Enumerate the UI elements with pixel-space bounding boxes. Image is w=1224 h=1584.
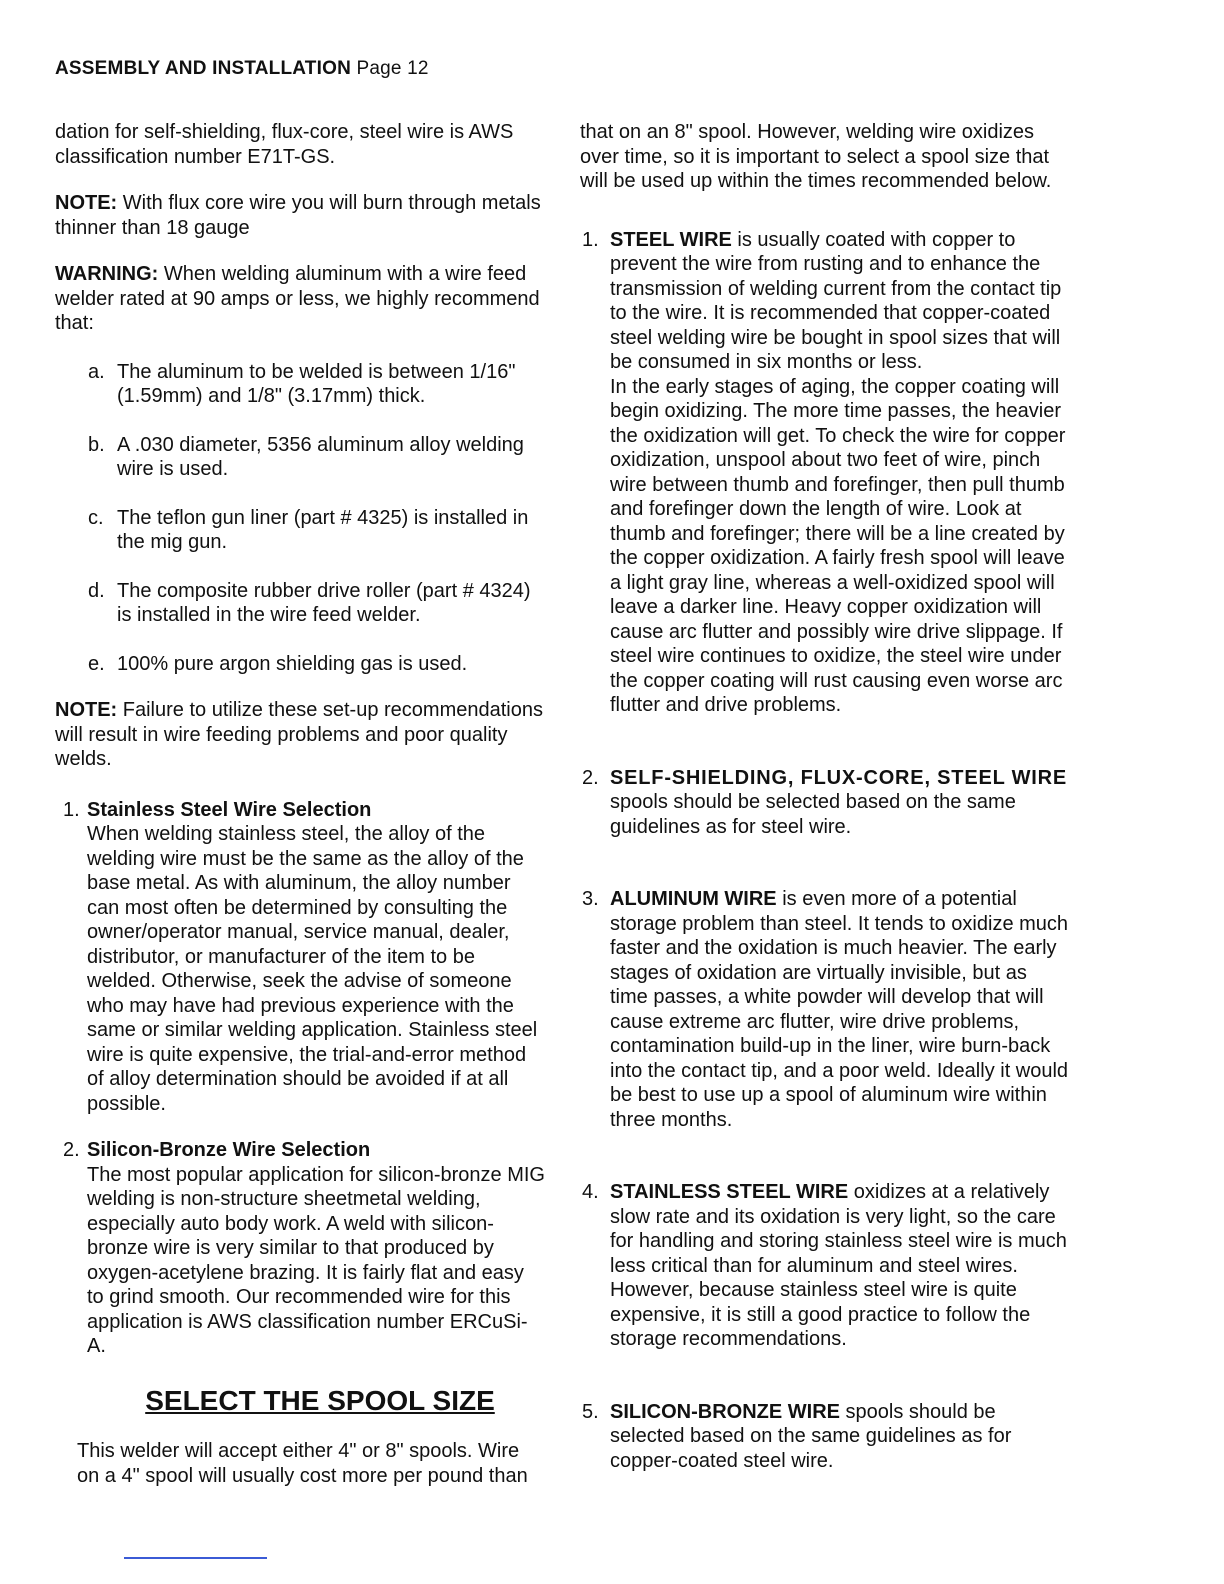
list-item-text: A .030 diameter, 5356 aluminum alloy welding wire is used.	[117, 433, 524, 480]
list-item	[55, 433, 545, 482]
section-title: SELECT THE SPOOL SIZE	[145, 1384, 495, 1416]
list-marker: c.	[88, 506, 104, 529]
list-item-text: The teflon gun liner (part # 4325) is installed in the mig gun.	[117, 506, 529, 553]
intro-paragraph: that on an 8" spool. However, welding wire oxidizes over time, so it is important to select a spool size that will be used up within the times recommended below.	[580, 121, 1052, 192]
footer-rule	[124, 1557, 267, 1559]
selection-title: Stainless Steel Wire Selection	[87, 798, 372, 821]
item-title: SILICON-BRONZE WIRE	[610, 1400, 840, 1423]
warning-text: When welding aluminum with a wire feed welder rated at 90 amps or less, we highly recommend that:	[55, 263, 540, 334]
selection-title: Silicon-Bronze Wire Selection	[87, 1139, 371, 1161]
list-marker: a.	[88, 360, 105, 383]
selection-text: When welding stainless steel, the alloy of the welding wire must be the same as the alloy of the base metal. As with aluminum, the alloy number can most often be determined by consulting the owner/operator manual, service manual, dealer, distributor, or manufacturer of the item to be welded. Otherwise, seek the advise of someone who may have had previous experience with the same or similar welding application. Stainless steel wire is quite expensive, the trial-and-error method of alloy determination should be avoided if at all possible.	[87, 823, 538, 1115]
item-title: ALUMINUM WIRE	[610, 888, 777, 910]
list-marker: 1.	[63, 798, 80, 821]
list-item	[55, 579, 545, 628]
section-heading: ASSEMBLY AND INSTALLATION	[55, 58, 351, 79]
list-item	[580, 887, 1070, 1132]
list-item	[580, 766, 1070, 840]
item-text: is even more of a potential storage problem than steel. It tends to oxidize much faster and the oxidation is much heavier. The early stages of oxidation are virtually invisible, but as time passes, a white powder will develop that will cause extreme arc flutter, wire drive problems, contamination build-up in the liner, wire burn-back into the contact tip, and a poor weld. Ideally it would be best to use up a spool of aluminum wire within three months.	[610, 888, 1069, 1131]
selection-text: The most popular application for silicon-bronze MIG welding is non-structure sheetmetal welding, especially auto body work. A weld with silicon-bronze wire is very similar to that produced by oxygen-acetylene brazing. It is fairly flat and easy to grind smooth. Our recommended wire for this application is AWS classification number ERCuSi-A.	[87, 1163, 545, 1357]
list-item-text: 100% pure argon shielding gas is used.	[117, 652, 468, 675]
item-title: STEEL WIRE	[610, 228, 732, 251]
list-marker: e.	[88, 652, 105, 675]
note-text: Failure to utilize these set-up recommendations will result in wire feeding problems and poor quality welds.	[55, 699, 543, 770]
warning-label: WARNING:	[55, 263, 159, 285]
list-item	[55, 652, 545, 677]
note-label: NOTE:	[55, 699, 118, 721]
note-label: NOTE:	[55, 192, 118, 214]
list-item	[580, 1180, 1070, 1352]
list-marker: 2.	[63, 1139, 80, 1161]
spool-paragraph: This welder will accept either 4" or 8" spools. Wire on a 4" spool will usually cost more per pound than	[77, 1440, 528, 1487]
list-item-text: The aluminum to be welded is between 1/16" (1.59mm) and 1/8" (3.17mm) thick.	[117, 360, 516, 407]
list-marker: 1.	[582, 228, 599, 251]
selection-item	[55, 798, 545, 1117]
item-text: is usually coated with copper to prevent the wire from rusting and to enhance the transmission of welding current from the contact tip to the wire. It is recommended that copper-coated steel welding wire be bought in spool sizes that will be consumed in six months or less.	[610, 228, 1062, 373]
list-marker: 5.	[582, 1400, 599, 1423]
page-number: Page 12	[356, 58, 429, 79]
list-marker: 3.	[582, 888, 599, 910]
selection-item	[55, 1138, 545, 1359]
item-text: oxidizes at a relatively slow rate and its oxidation is very light, so the care for handling and storing stainless steel wire is much less critical than for aluminum and steel wires. However, because stainless steel wire is quite expensive, it is still a good practice to follow the storage recommendations.	[610, 1181, 1067, 1350]
item-text: spools should be selected based on the same guidelines as for copper-coated steel wire.	[610, 1400, 1012, 1472]
list-item	[580, 1400, 1070, 1474]
page-header	[55, 58, 429, 80]
note-paragraph	[55, 698, 545, 772]
left-column	[55, 120, 545, 1488]
note-paragraph	[55, 191, 545, 240]
item-title: STAINLESS STEEL WIRE	[610, 1181, 849, 1203]
right-column	[580, 120, 1070, 1473]
item-text-continued: In the early stages of aging, the copper coating will begin oxidizing. The more time passes, the heavier the oxidization will get. To check the wire for copper oxidization, unspool about two feet of wire, pinch wire between thumb and forefinger, then pull thumb and forefinger down the length of wire. Look at thumb and forefinger; there will be a line created by the copper oxidization. A fairly fresh spool will leave a light gray line, whereas a well-oxidized spool will leave a darker line. Heavy copper oxidization will cause arc flutter and possibly wire drive slippage. If steel wire continues to oxidize, the steel wire under the copper coating will rust causing even worse arc flutter and drive problems.	[610, 375, 1066, 716]
list-marker: 2.	[582, 766, 599, 789]
item-text: spools should be selected based on the same guidelines as for steel wire.	[610, 791, 1016, 838]
list-marker: d.	[88, 579, 105, 602]
warning-paragraph	[55, 262, 545, 336]
item-title: SELF-SHIELDING, FLUX-CORE, STEEL WIRE	[610, 766, 1068, 789]
list-item-text: The composite rubber drive roller (part # 4324) is installed in the wire feed welder.	[117, 579, 531, 626]
list-marker: 4.	[582, 1181, 599, 1203]
list-marker: b.	[88, 433, 105, 456]
list-item	[55, 360, 545, 409]
list-item	[55, 506, 545, 555]
list-item	[580, 228, 1070, 718]
note-text: With flux core wire you will burn through metals thinner than 18 gauge	[55, 192, 541, 239]
intro-paragraph: dation for self-shielding, flux-core, steel wire is AWS classification number E71T-GS.	[55, 121, 514, 168]
